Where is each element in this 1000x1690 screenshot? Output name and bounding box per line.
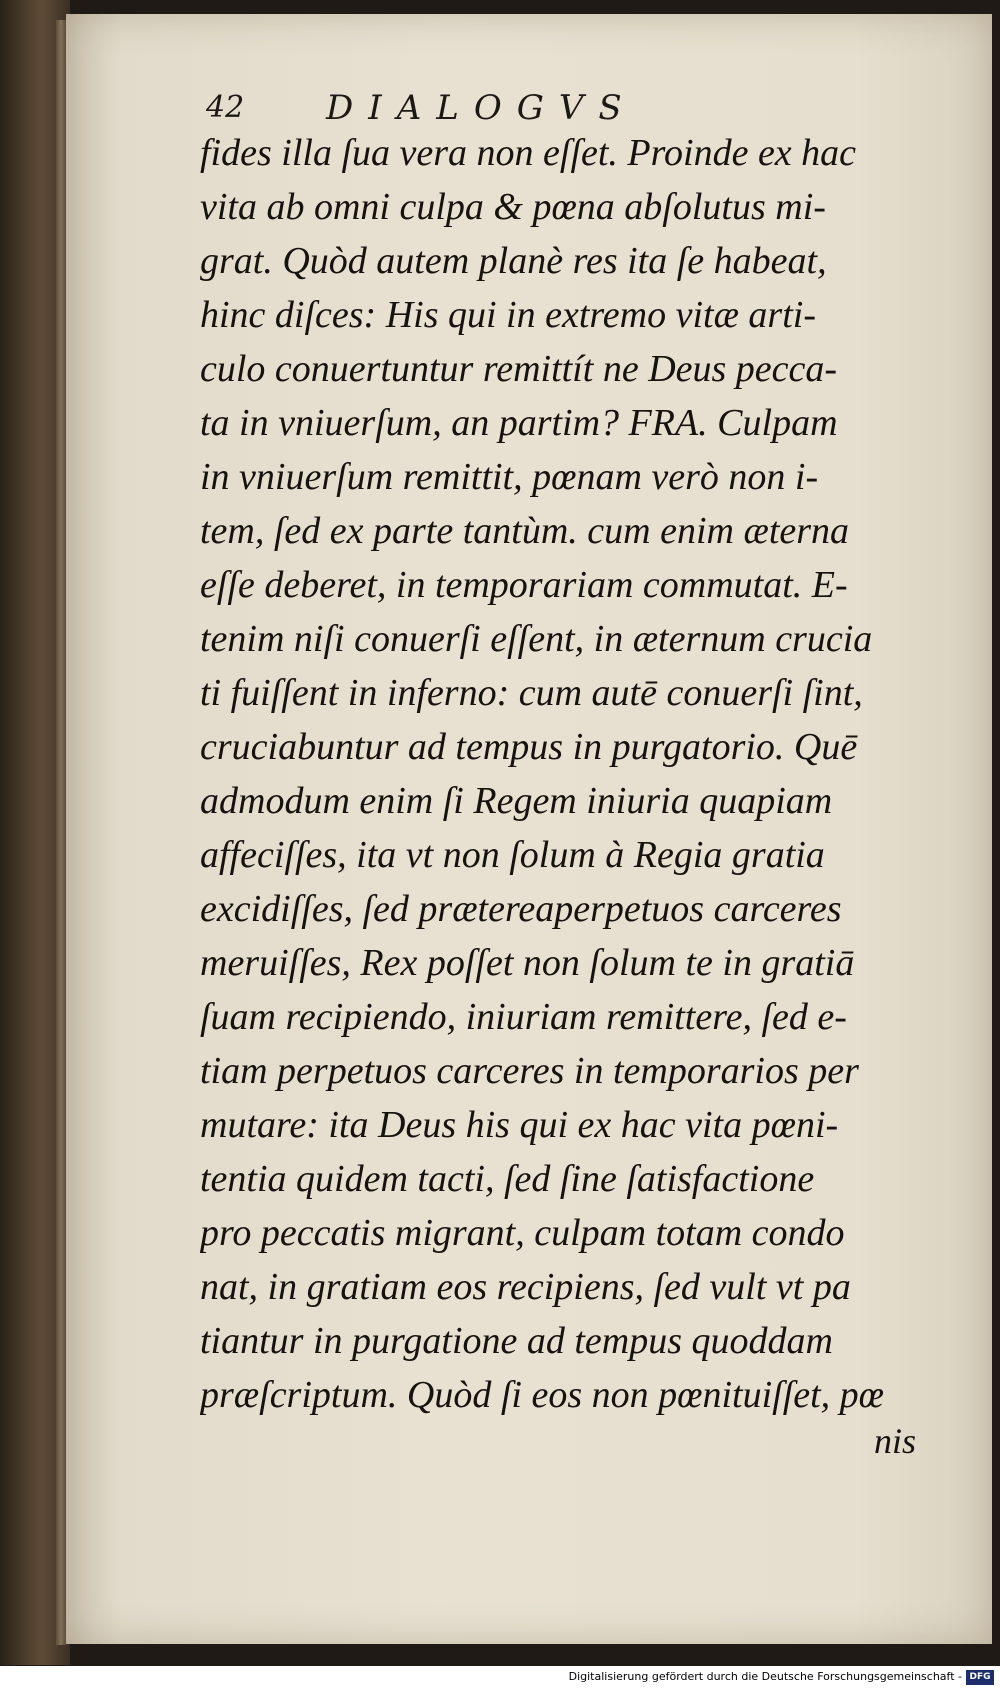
body-text <box>200 126 930 1422</box>
text-line: culo conuertuntur remittít ne Deus pecca- <box>200 348 838 390</box>
text-line: hinc diſces: His qui in extremo vitæ arti- <box>200 294 816 336</box>
dfg-logo: DFG <box>966 1670 994 1685</box>
text-line: mutare: ita Deus his qui ex hac vita pœni- <box>200 1104 839 1146</box>
text-line: tenim niſi conuerſi eſſent, in æternum crucia <box>200 618 873 660</box>
text-line: præſcriptum. Quòd ſi eos non pœnituiſſet, pœ <box>200 1374 885 1416</box>
text-line: nat, in gratiam eos recipiens, ſed vult vt pa <box>200 1266 851 1308</box>
running-title: DIALOGVS <box>326 88 637 128</box>
text-line: tentia quidem tacti, ſed ſine ſatisfactione <box>200 1158 815 1200</box>
text-line: tiam perpetuos carceres in temporarios per <box>200 1050 859 1092</box>
text-line: affeciſſes, ita vt non ſolum à Regia gratia <box>200 834 825 876</box>
page-number: 42 <box>206 90 245 125</box>
catchword: nis <box>874 1421 917 1461</box>
text-line: meruiſſes, Rex poſſet non ſolum te in gratiā <box>200 942 855 984</box>
text-line: excidiſſes, ſed prætereaperpetuos carceres <box>200 888 842 930</box>
text-line: grat. Quòd autem planè res ita ſe habeat, <box>200 240 827 282</box>
text-line: cruciabuntur ad tempus in purgatorio. Quē <box>200 726 858 768</box>
funding-credit: Digitalisierung gefördert durch die Deutsche Forschungsgemeinschaft - <box>568 1670 962 1683</box>
text-line: vita ab omni culpa & pœna abſolutus mi- <box>200 186 826 228</box>
book-spine-edge <box>0 0 70 1665</box>
text-line: ta in vniuerſum, an partim? FRA. Culpam <box>200 402 838 444</box>
text-line: tiantur in purgatione ad tempus quoddam <box>200 1320 833 1362</box>
text-line: in vniuerſum remittit, pœnam verò non i- <box>200 456 819 498</box>
text-line: ti fuiſſent in inferno: cum autē conuerſi ſint, <box>200 672 863 714</box>
book-page <box>66 14 992 1644</box>
text-line: ſuam recipiendo, iniuriam remittere, ſed e- <box>200 996 847 1038</box>
text-line: eſſe deberet, in temporariam commutat. E- <box>200 564 848 606</box>
text-line: tem, ſed ex parte tantùm. cum enim æterna <box>200 510 850 552</box>
text-line: admodum enim ſi Regem iniuria quapiam <box>200 780 833 822</box>
running-head <box>206 80 846 130</box>
text-line: pro peccatis migrant, culpam totam condo <box>200 1212 845 1254</box>
text-line: fides illa ſua vera non eſſet. Proinde ex hac <box>200 132 857 174</box>
digitization-footer <box>0 1666 1000 1690</box>
